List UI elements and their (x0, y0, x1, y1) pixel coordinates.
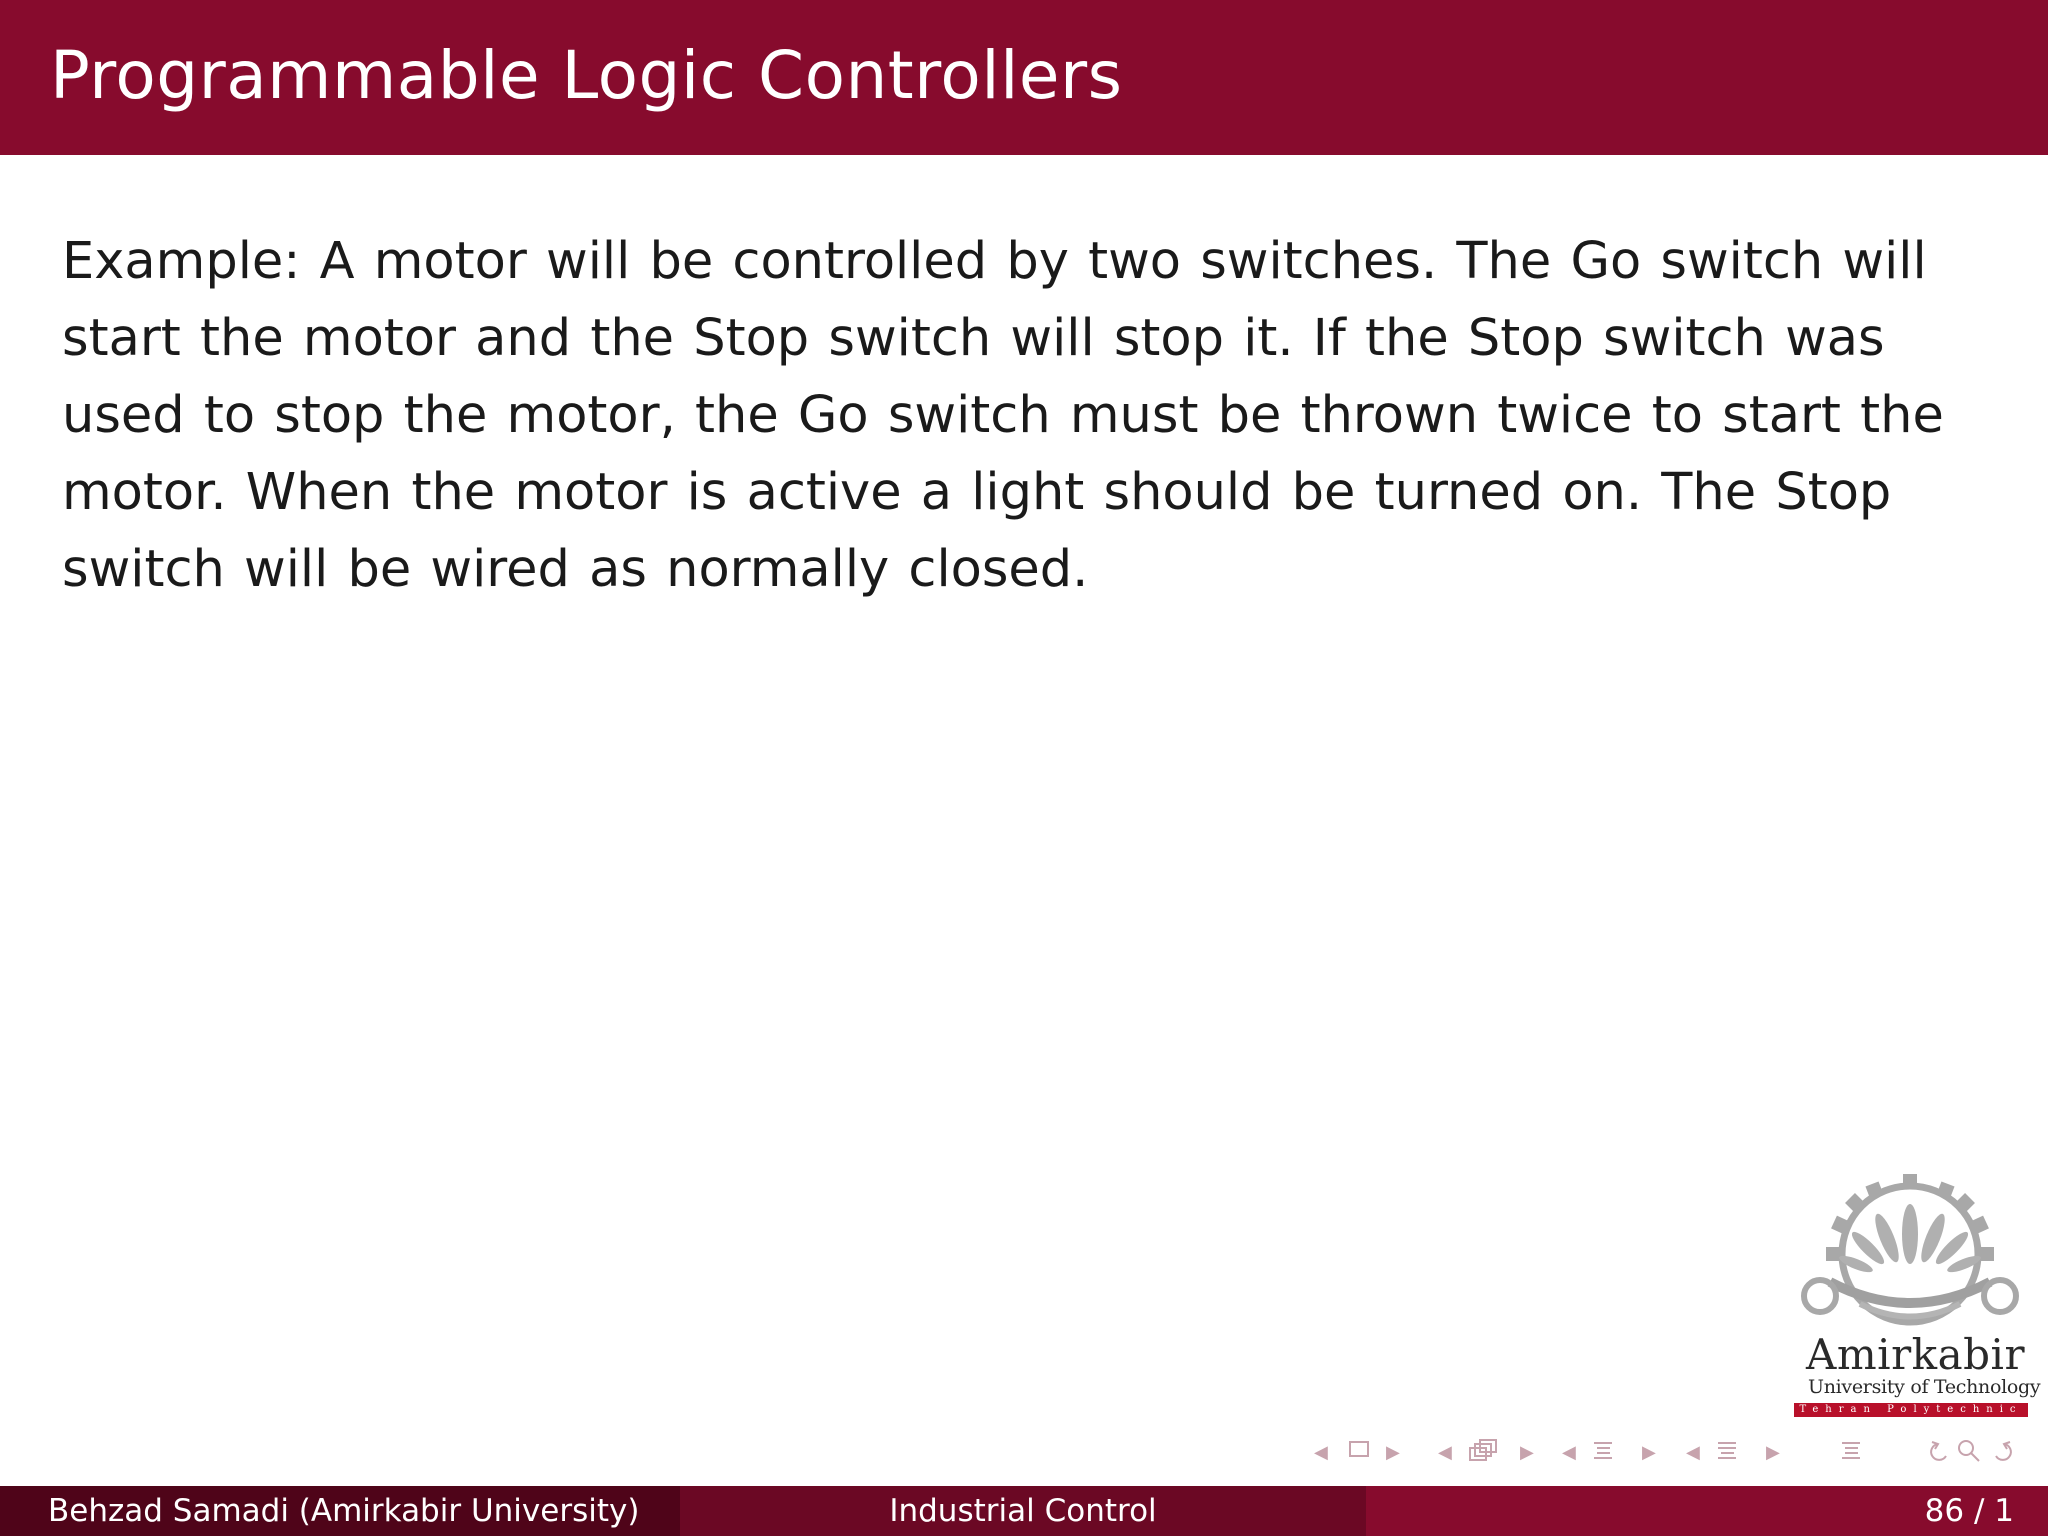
search-icon[interactable] (1956, 1438, 1982, 1469)
slide-title: Programmable Logic Controllers (50, 37, 1123, 114)
logo-subtitle: University of Technology (1808, 1376, 2041, 1398)
arrow-right-icon[interactable]: ▶ (1642, 1442, 1656, 1463)
forward-icon[interactable] (1990, 1438, 2018, 1469)
outline-icon[interactable] (1838, 1438, 1864, 1469)
back-icon[interactable] (1924, 1438, 1952, 1469)
navigation-bar (1310, 1438, 2040, 1472)
arrow-left-icon[interactable]: ◀ (1314, 1442, 1328, 1463)
arrow-right-icon[interactable]: ▶ (1520, 1442, 1534, 1463)
footer-page-number: 86 / 1 (1366, 1486, 2048, 1536)
arrow-left-icon[interactable]: ◀ (1438, 1442, 1452, 1463)
arrow-left-icon[interactable]: ◀ (1686, 1442, 1700, 1463)
subsection-list-icon[interactable] (1714, 1438, 1740, 1469)
footer-author: Behzad Samadi (Amirkabir University) (0, 1486, 680, 1536)
footer-bar (0, 1486, 2048, 1536)
slide-body-text: Example: A motor will be controlled by two switches. The Go switch will start the motor and the Stop switch will stop it. If the Stop switch was used to stop the motor, the Go switch must be thrown twice to start the motor. When the motor is active a light should be turned on. The Stop switch will be wired as normally closed. (62, 232, 1944, 599)
arrow-right-icon[interactable]: ▶ (1766, 1442, 1780, 1463)
arrow-right-icon[interactable]: ▶ (1386, 1442, 1400, 1463)
logo-name: Amirkabir (1806, 1330, 2026, 1379)
footer-course: Industrial Control (680, 1486, 1366, 1536)
logo-strip: Tehran Polytechnic (1794, 1403, 2028, 1417)
section-icon[interactable] (1590, 1438, 1616, 1469)
title-bar (0, 0, 2048, 155)
frame-icon[interactable] (1348, 1438, 1370, 1465)
subsection-icon[interactable] (1468, 1438, 1498, 1469)
arrow-left-icon[interactable]: ◀ (1562, 1442, 1576, 1463)
